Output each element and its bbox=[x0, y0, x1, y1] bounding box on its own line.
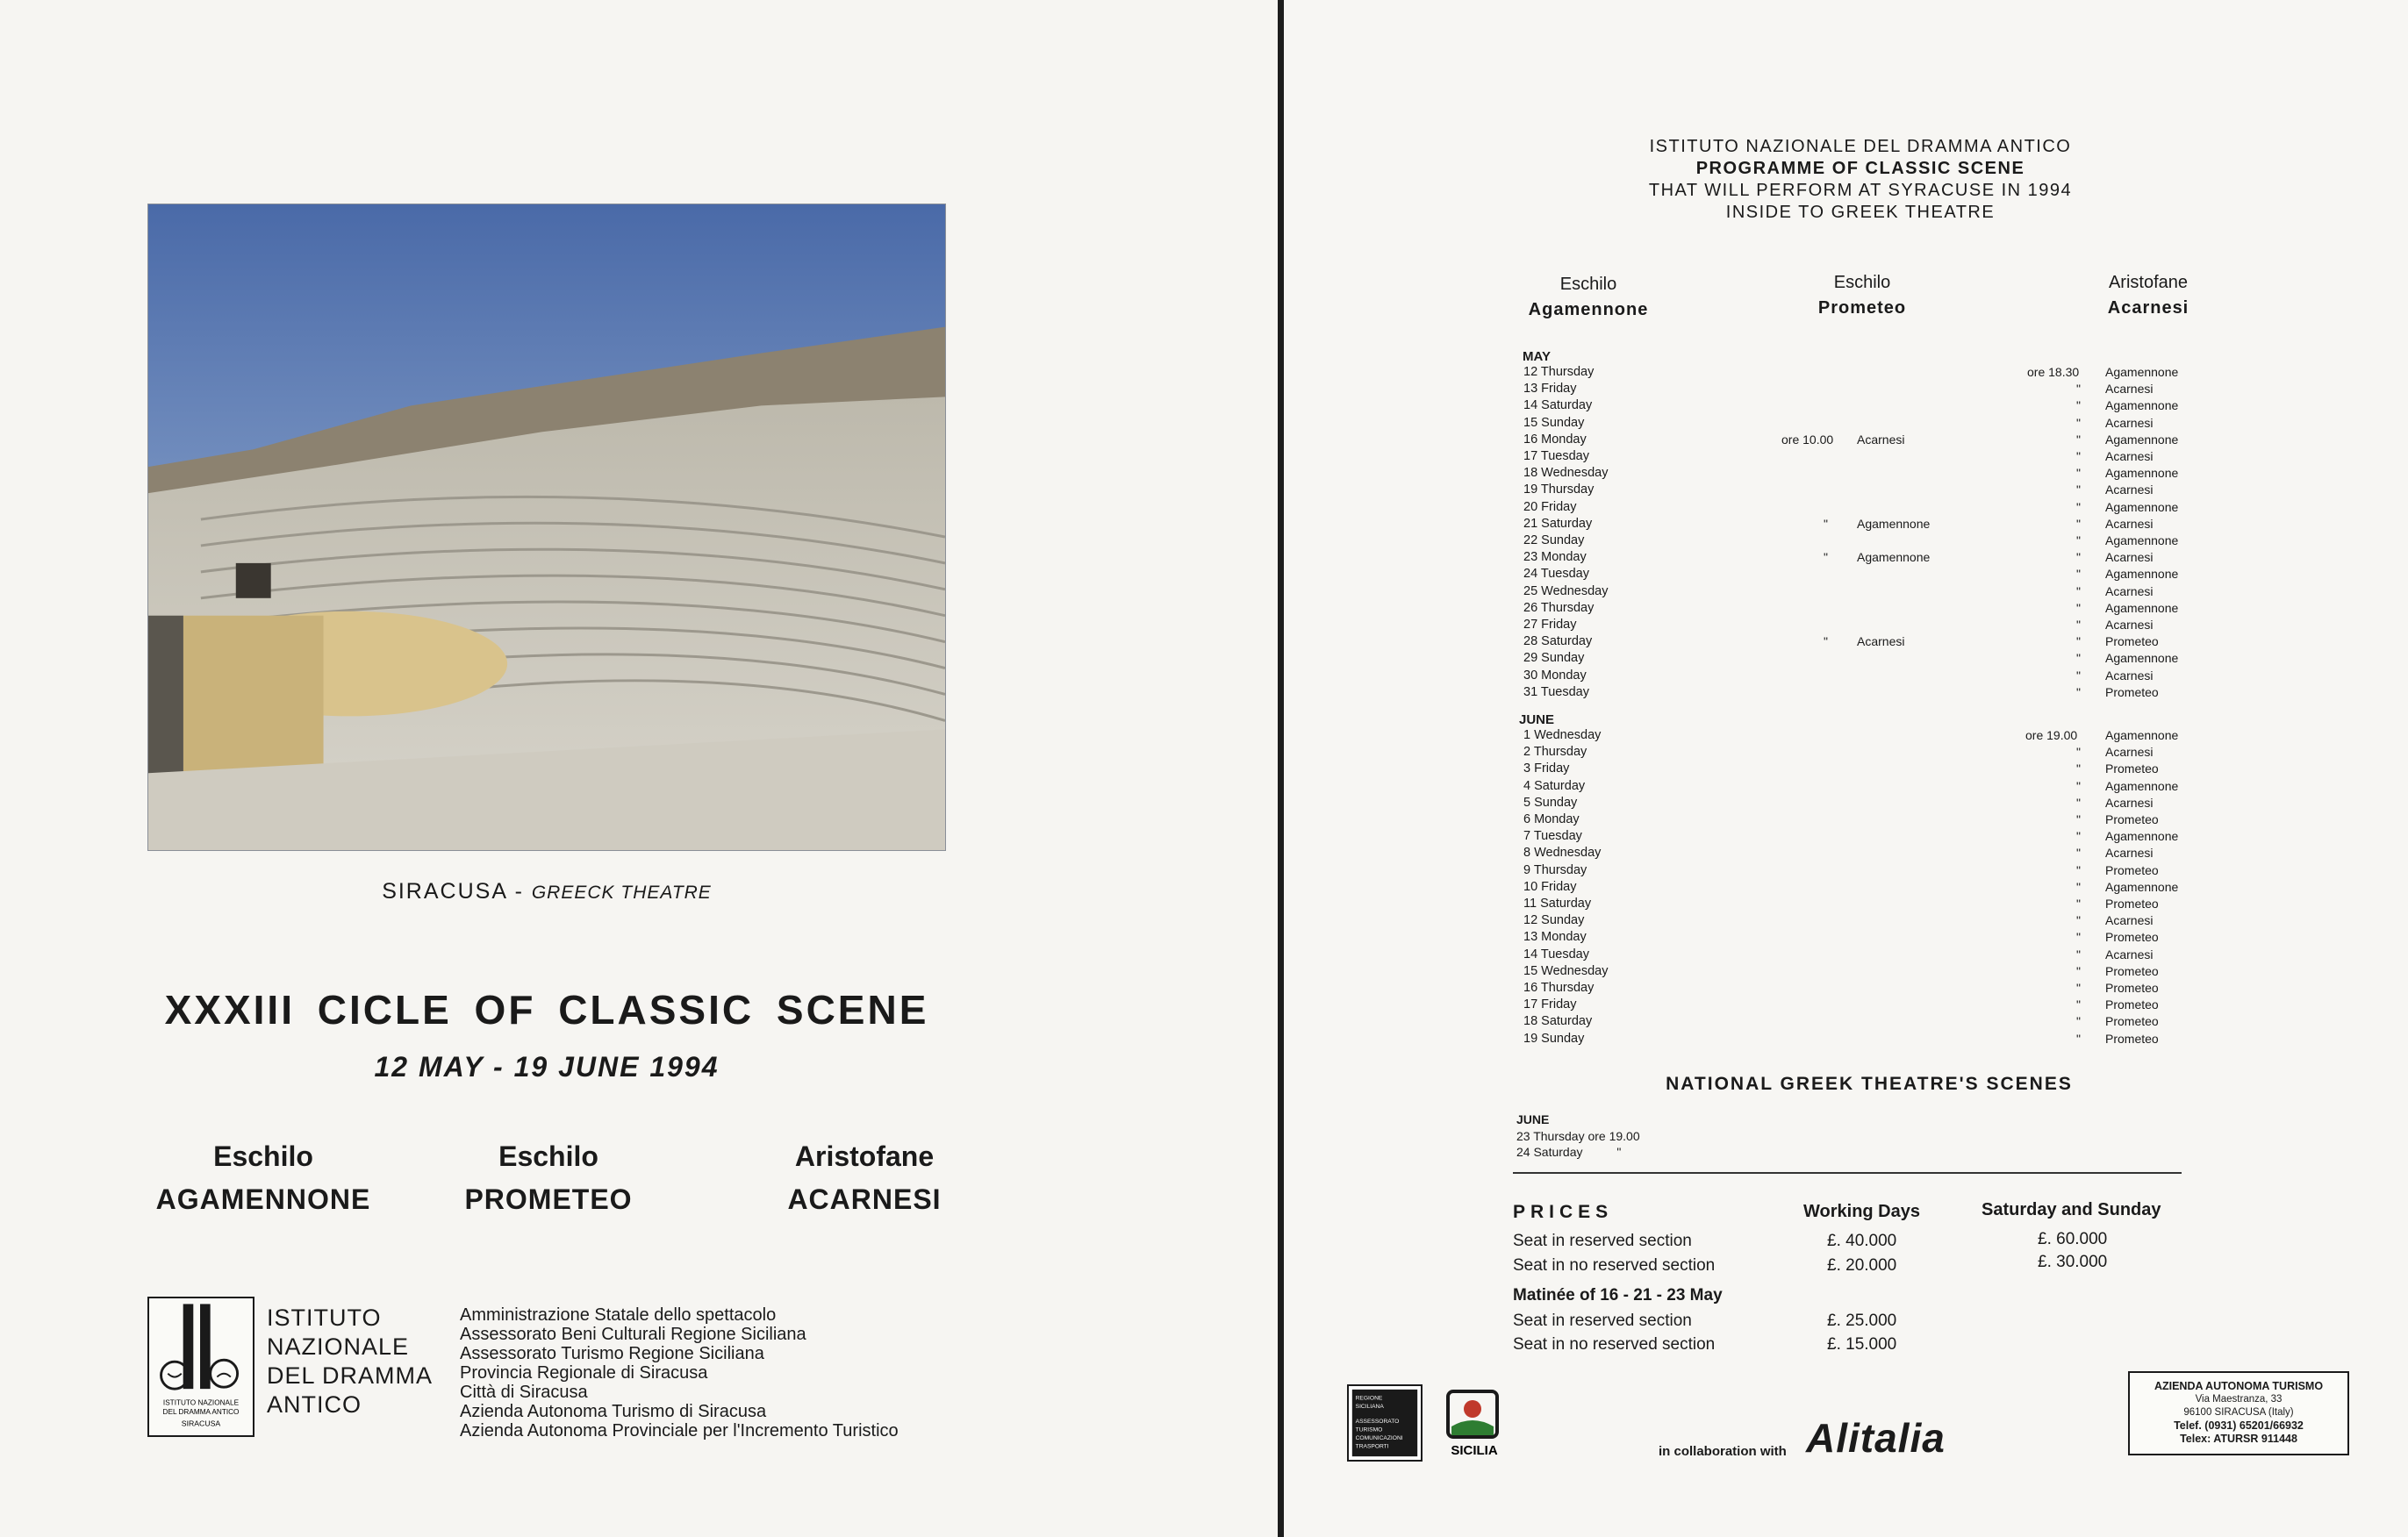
schedule-day: 15 Sunday bbox=[1523, 415, 1585, 430]
matinee-mark: " bbox=[1824, 550, 1828, 565]
evening-show: Prometeo bbox=[2105, 684, 2159, 699]
working-days-head: Working Days bbox=[1803, 1202, 1920, 1221]
regione-line: SICILIANA bbox=[1355, 1403, 1384, 1410]
evening-show: Prometeo bbox=[2105, 897, 2159, 911]
schedule-day: 27 Friday bbox=[1523, 618, 1577, 632]
institute-line: ANTICO bbox=[267, 1391, 362, 1418]
price-label: Seat in reserved section bbox=[1513, 1232, 1692, 1250]
ditto-mark: " bbox=[2076, 812, 2081, 826]
alitalia-logo: Alitalia bbox=[1806, 1415, 1946, 1461]
ditto-mark: " bbox=[2076, 449, 2081, 463]
logo-text-3: SIRACUSA bbox=[181, 1419, 221, 1428]
column-title: Agamennone bbox=[1528, 300, 1649, 319]
schedule-day: 4 Saturday bbox=[1523, 778, 1586, 793]
ditto-mark: " bbox=[2076, 879, 2081, 894]
sponsor-line: Assessorato Beni Culturali Regione Siciliana bbox=[460, 1325, 806, 1344]
evening-show: Prometeo bbox=[2105, 963, 2159, 978]
ditto-mark: " bbox=[2076, 897, 2081, 911]
evening-show: Agamennone bbox=[2105, 651, 2179, 666]
evening-show: Prometeo bbox=[2105, 930, 2159, 945]
ditto-mark: " bbox=[2076, 778, 2081, 793]
play-agamennone bbox=[105, 1140, 421, 1216]
schedule-day: 20 Friday bbox=[1523, 499, 1577, 514]
schedule-day: 15 Wednesday bbox=[1523, 963, 1609, 978]
evening-show: Acarnesi bbox=[2105, 846, 2154, 861]
greek-theatre-photo bbox=[147, 204, 946, 851]
price-working: £. 25.000 bbox=[1827, 1312, 1897, 1330]
azienda-line: AZIENDA AUTONOMA TURISMO bbox=[2154, 1380, 2324, 1392]
regione-line: TURISMO bbox=[1355, 1426, 1383, 1433]
collaboration-text: in collaboration with bbox=[1659, 1444, 1787, 1459]
evening-show: Acarnesi bbox=[2105, 745, 2154, 760]
ditto-mark: " bbox=[2076, 499, 2081, 514]
institute-name bbox=[267, 1304, 433, 1419]
scenes-title: NATIONAL GREEK THEATRE'S SCENES bbox=[1666, 1074, 2073, 1094]
ditto-mark: " bbox=[2076, 668, 2081, 683]
evening-show: Prometeo bbox=[2105, 997, 2159, 1012]
header-line: INSIDE TO GREEK THEATRE bbox=[1725, 203, 1996, 222]
schedule-day: 26 Thursday bbox=[1523, 600, 1595, 615]
evening-show: Prometeo bbox=[2105, 1031, 2159, 1046]
evening-show: Acarnesi bbox=[2105, 550, 2154, 565]
matinee-show: Agamennone bbox=[1857, 516, 1931, 531]
ditto-mark: " bbox=[2076, 846, 2081, 861]
column-head-acarnesi bbox=[2043, 273, 2254, 318]
institute-logo bbox=[147, 1297, 254, 1437]
price-label: Seat in no reserved section bbox=[1513, 1256, 1716, 1275]
column-author: Aristofane bbox=[2108, 273, 2189, 292]
evening-show: Prometeo bbox=[2105, 812, 2159, 826]
regione-line: ASSESSORATO bbox=[1355, 1419, 1400, 1425]
institute-line: DEL DRAMMA bbox=[267, 1362, 434, 1389]
scene-row: 23 Thursday ore 19.00 bbox=[1516, 1129, 1640, 1143]
play-prometeo bbox=[391, 1140, 706, 1216]
sponsors-list bbox=[460, 1305, 899, 1440]
evening-show: Acarnesi bbox=[2105, 668, 2154, 683]
header-line: PROGRAMME OF CLASSIC SCENE bbox=[1695, 159, 2025, 178]
regione-line: TRASPORTI bbox=[1355, 1443, 1389, 1450]
evening-show: Agamennone bbox=[2105, 466, 2179, 481]
matinee-mark: " bbox=[1824, 516, 1828, 531]
evening-show: Acarnesi bbox=[2105, 618, 2154, 632]
caption-subtitle: GREECK THEATRE bbox=[531, 883, 712, 903]
matinee-label: Matinée of 16 - 21 - 23 May bbox=[1513, 1286, 1723, 1305]
column-title: Acarnesi bbox=[2107, 298, 2189, 318]
evening-show: Acarnesi bbox=[2105, 483, 2154, 497]
ditto-mark: " bbox=[2076, 382, 2081, 397]
column-author: Eschilo bbox=[1559, 275, 1617, 294]
azienda-turismo-stamp bbox=[2128, 1371, 2349, 1455]
schedule-day: 14 Saturday bbox=[1523, 398, 1593, 413]
price-label: Seat in no reserved section bbox=[1513, 1335, 1716, 1354]
ditto-mark: " bbox=[2076, 795, 2081, 810]
column-head-prometeo bbox=[1757, 273, 1967, 318]
price-weekend: £. 30.000 bbox=[2038, 1253, 2108, 1271]
sicilia-logo bbox=[1443, 1388, 1506, 1460]
play-author: Eschilo bbox=[213, 1140, 313, 1172]
ditto-mark: " bbox=[2076, 829, 2081, 844]
play-title: ACARNESI bbox=[787, 1183, 942, 1215]
play-title: AGAMENNONE bbox=[155, 1183, 371, 1215]
ditto-mark: " bbox=[2076, 981, 2081, 995]
evening-show: Agamennone bbox=[2105, 879, 2179, 894]
evening-show: Agamennone bbox=[2105, 398, 2179, 413]
schedule-day: 8 Wednesday bbox=[1523, 846, 1602, 861]
matinee-show: Acarnesi bbox=[1857, 432, 1905, 447]
evening-show: Acarnesi bbox=[2105, 415, 2154, 430]
price-working: £. 40.000 bbox=[1827, 1232, 1897, 1250]
evening-show: Agamennone bbox=[2105, 365, 2179, 379]
programme-header bbox=[1457, 136, 2264, 224]
schedule-day: 13 Friday bbox=[1523, 382, 1577, 397]
evening-show: Agamennone bbox=[2105, 829, 2179, 844]
evening-show: Agamennone bbox=[2105, 432, 2179, 447]
schedule-day: 3 Friday bbox=[1523, 761, 1570, 776]
schedule-day: 30 Monday bbox=[1523, 668, 1587, 683]
ditto-mark: " bbox=[2076, 930, 2081, 945]
evening-show: Prometeo bbox=[2105, 1014, 2159, 1029]
ditto-mark: " bbox=[2076, 550, 2081, 565]
page-fold-divider bbox=[1278, 0, 1284, 1537]
sponsor-line: Azienda Autonoma Provinciale per l'Incremento Turistico bbox=[460, 1421, 899, 1440]
caption-separator: - bbox=[506, 879, 532, 904]
evening-show: Acarnesi bbox=[2105, 583, 2154, 598]
cycle-title: XXXIII CICLE OF CLASSIC SCENE bbox=[164, 987, 929, 1033]
ditto-mark: " bbox=[2076, 618, 2081, 632]
ditto-mark: " bbox=[2076, 651, 2081, 666]
schedule-day: 16 Thursday bbox=[1523, 981, 1595, 995]
schedule-day: 22 Sunday bbox=[1523, 533, 1585, 547]
evening-show: Acarnesi bbox=[2105, 947, 2154, 962]
ditto-mark: " bbox=[2076, 600, 2081, 615]
column-head-agamennone bbox=[1483, 275, 1694, 320]
sponsor-line: Assessorato Turismo Regione Siciliana bbox=[460, 1344, 764, 1363]
cycle-dates: 12 MAY - 19 JUNE 1994 bbox=[374, 1051, 720, 1083]
evening-show: Acarnesi bbox=[2105, 795, 2154, 810]
ditto-mark: " bbox=[2076, 997, 2081, 1012]
matinee-mark: " bbox=[1824, 634, 1828, 649]
schedule-day: 17 Friday bbox=[1523, 997, 1577, 1012]
schedule-day: 14 Tuesday bbox=[1523, 947, 1589, 962]
caption-city: SIRACUSA bbox=[382, 879, 507, 904]
ditto-mark: " bbox=[2076, 516, 2081, 531]
header-line: THAT WILL PERFORM AT SYRACUSE IN 1994 bbox=[1648, 181, 2073, 200]
schedule-day: 6 Monday bbox=[1523, 812, 1580, 826]
price-weekend: £. 60.000 bbox=[2038, 1230, 2108, 1248]
schedule-day: 28 Saturday bbox=[1523, 634, 1593, 649]
schedule-day: 24 Tuesday bbox=[1523, 567, 1589, 582]
ditto-mark: " bbox=[2076, 533, 2081, 547]
regione-line: REGIONE bbox=[1355, 1395, 1383, 1402]
right-page bbox=[1284, 0, 2408, 1537]
ditto-mark: " bbox=[2076, 862, 2081, 877]
schedule-day: 25 Wednesday bbox=[1523, 583, 1609, 598]
evening-show: Prometeo bbox=[2105, 981, 2159, 995]
sponsor-line: Amministrazione Statale dello spettacolo bbox=[460, 1305, 777, 1325]
schedule-day: 23 Monday bbox=[1523, 550, 1587, 565]
schedule-day: 9 Thursday bbox=[1523, 862, 1587, 877]
schedule-day: 17 Tuesday bbox=[1523, 449, 1589, 463]
play-author: Aristofane bbox=[794, 1140, 935, 1172]
evening-time: ore 18.30 bbox=[2027, 365, 2080, 379]
ditto-mark: " bbox=[2076, 398, 2081, 413]
sponsor-line: Azienda Autonoma Turismo di Siracusa bbox=[460, 1402, 767, 1421]
schedule-day: 18 Saturday bbox=[1523, 1014, 1593, 1029]
matinee-show: Agamennone bbox=[1857, 550, 1931, 565]
ditto-mark: " bbox=[2076, 466, 2081, 481]
ditto-mark: " bbox=[2076, 483, 2081, 497]
ditto-mark: " bbox=[2076, 947, 2081, 962]
ditto-mark: " bbox=[2076, 567, 2081, 582]
weekend-head: Saturday and Sunday bbox=[1982, 1200, 2161, 1219]
column-title: Prometeo bbox=[1817, 298, 1907, 318]
evening-show: Prometeo bbox=[2105, 862, 2159, 877]
header-line: ISTITUTO NAZIONALE DEL DRAMMA ANTICO bbox=[1649, 137, 2072, 156]
evening-show: Acarnesi bbox=[2105, 913, 2154, 928]
evening-show: Acarnesi bbox=[2105, 449, 2154, 463]
play-acarnesi bbox=[706, 1140, 1022, 1216]
ditto-mark: " bbox=[2076, 1014, 2081, 1029]
ditto-mark: " bbox=[2076, 745, 2081, 760]
column-author: Eschilo bbox=[1833, 273, 1891, 292]
evening-show: Prometeo bbox=[2105, 634, 2159, 649]
sponsor-line: Provincia Regionale di Siracusa bbox=[460, 1363, 708, 1383]
schedule-day: 18 Wednesday bbox=[1523, 466, 1609, 481]
scene-row: 24 Saturday " bbox=[1516, 1145, 1622, 1159]
sicilia-text: SICILIA bbox=[1451, 1443, 1498, 1458]
ditto-mark: " bbox=[2076, 963, 2081, 978]
price-working: £. 20.000 bbox=[1827, 1256, 1897, 1275]
schedule-day: 12 Sunday bbox=[1523, 913, 1585, 928]
prices-label: PRICES bbox=[1513, 1202, 1614, 1222]
ditto-mark: " bbox=[2076, 1031, 2081, 1046]
azienda-line: Telex: ATURSR 911448 bbox=[2180, 1433, 2297, 1445]
divider-rule bbox=[1513, 1172, 2182, 1174]
evening-show: Acarnesi bbox=[2105, 382, 2154, 397]
logo-text-2: DEL DRAMMA ANTICO bbox=[162, 1408, 240, 1417]
azienda-line: Via Maestranza, 33 bbox=[2195, 1394, 2283, 1405]
price-label: Seat in reserved section bbox=[1513, 1312, 1692, 1330]
scenes-month: JUNE bbox=[1516, 1112, 1550, 1126]
evening-show: Prometeo bbox=[2105, 761, 2159, 776]
play-author: Eschilo bbox=[498, 1140, 598, 1172]
schedule-day: 19 Thursday bbox=[1523, 483, 1595, 497]
sponsor-line: Città di Siracusa bbox=[460, 1383, 588, 1402]
schedule-day: 16 Monday bbox=[1523, 432, 1587, 447]
schedule-day: 2 Thursday bbox=[1523, 745, 1587, 760]
ditto-mark: " bbox=[2076, 432, 2081, 447]
logo-text-1: ISTITUTO NAZIONALE bbox=[162, 1398, 240, 1407]
evening-show: Agamennone bbox=[2105, 728, 2179, 742]
matinee-mark: ore 10.00 bbox=[1781, 432, 1834, 447]
institute-line: NAZIONALE bbox=[267, 1333, 410, 1360]
evening-show: Acarnesi bbox=[2105, 516, 2154, 531]
ditto-mark: " bbox=[2076, 913, 2081, 928]
schedule-day: 10 Friday bbox=[1523, 879, 1577, 894]
month-label-june: JUNE bbox=[1519, 712, 1555, 727]
schedule-day: 1 Wednesday bbox=[1523, 728, 1602, 742]
schedule-day: 5 Sunday bbox=[1523, 795, 1578, 810]
price-working: £. 15.000 bbox=[1827, 1335, 1897, 1354]
ditto-mark: " bbox=[2076, 761, 2081, 776]
schedule-day: 29 Sunday bbox=[1523, 651, 1585, 666]
azienda-line: 96100 SIRACUSA (Italy) bbox=[2183, 1407, 2294, 1418]
institute-line: ISTITUTO bbox=[267, 1305, 382, 1331]
play-title: PROMETEO bbox=[464, 1183, 633, 1215]
ditto-mark: " bbox=[2076, 634, 2081, 649]
schedule-day: 31 Tuesday bbox=[1523, 684, 1589, 699]
evening-show: Agamennone bbox=[2105, 533, 2179, 547]
schedule-day: 7 Tuesday bbox=[1523, 829, 1582, 844]
evening-show: Agamennone bbox=[2105, 567, 2179, 582]
evening-show: Agamennone bbox=[2105, 600, 2179, 615]
ditto-mark: " bbox=[2076, 583, 2081, 598]
schedule-day: 13 Monday bbox=[1523, 930, 1587, 945]
matinee-show: Acarnesi bbox=[1857, 634, 1905, 649]
photo-caption bbox=[147, 879, 946, 904]
schedule-day: 11 Saturday bbox=[1523, 897, 1592, 911]
evening-show: Agamennone bbox=[2105, 499, 2179, 514]
regione-line: COMUNICAZIONI bbox=[1355, 1435, 1403, 1442]
ditto-mark: " bbox=[2076, 415, 2081, 430]
month-label-may: MAY bbox=[1523, 349, 1551, 364]
schedule-day: 19 Sunday bbox=[1523, 1031, 1585, 1046]
ditto-mark: " bbox=[2076, 684, 2081, 699]
azienda-line: Telef. (0931) 65201/66932 bbox=[2174, 1419, 2304, 1432]
evening-show: Agamennone bbox=[2105, 778, 2179, 793]
evening-time: ore 19.00 bbox=[2025, 728, 2078, 742]
schedule-day: 21 Saturday bbox=[1523, 516, 1593, 531]
regione-siciliana-logo bbox=[1347, 1384, 1423, 1462]
schedule-day: 12 Thursday bbox=[1523, 365, 1595, 379]
